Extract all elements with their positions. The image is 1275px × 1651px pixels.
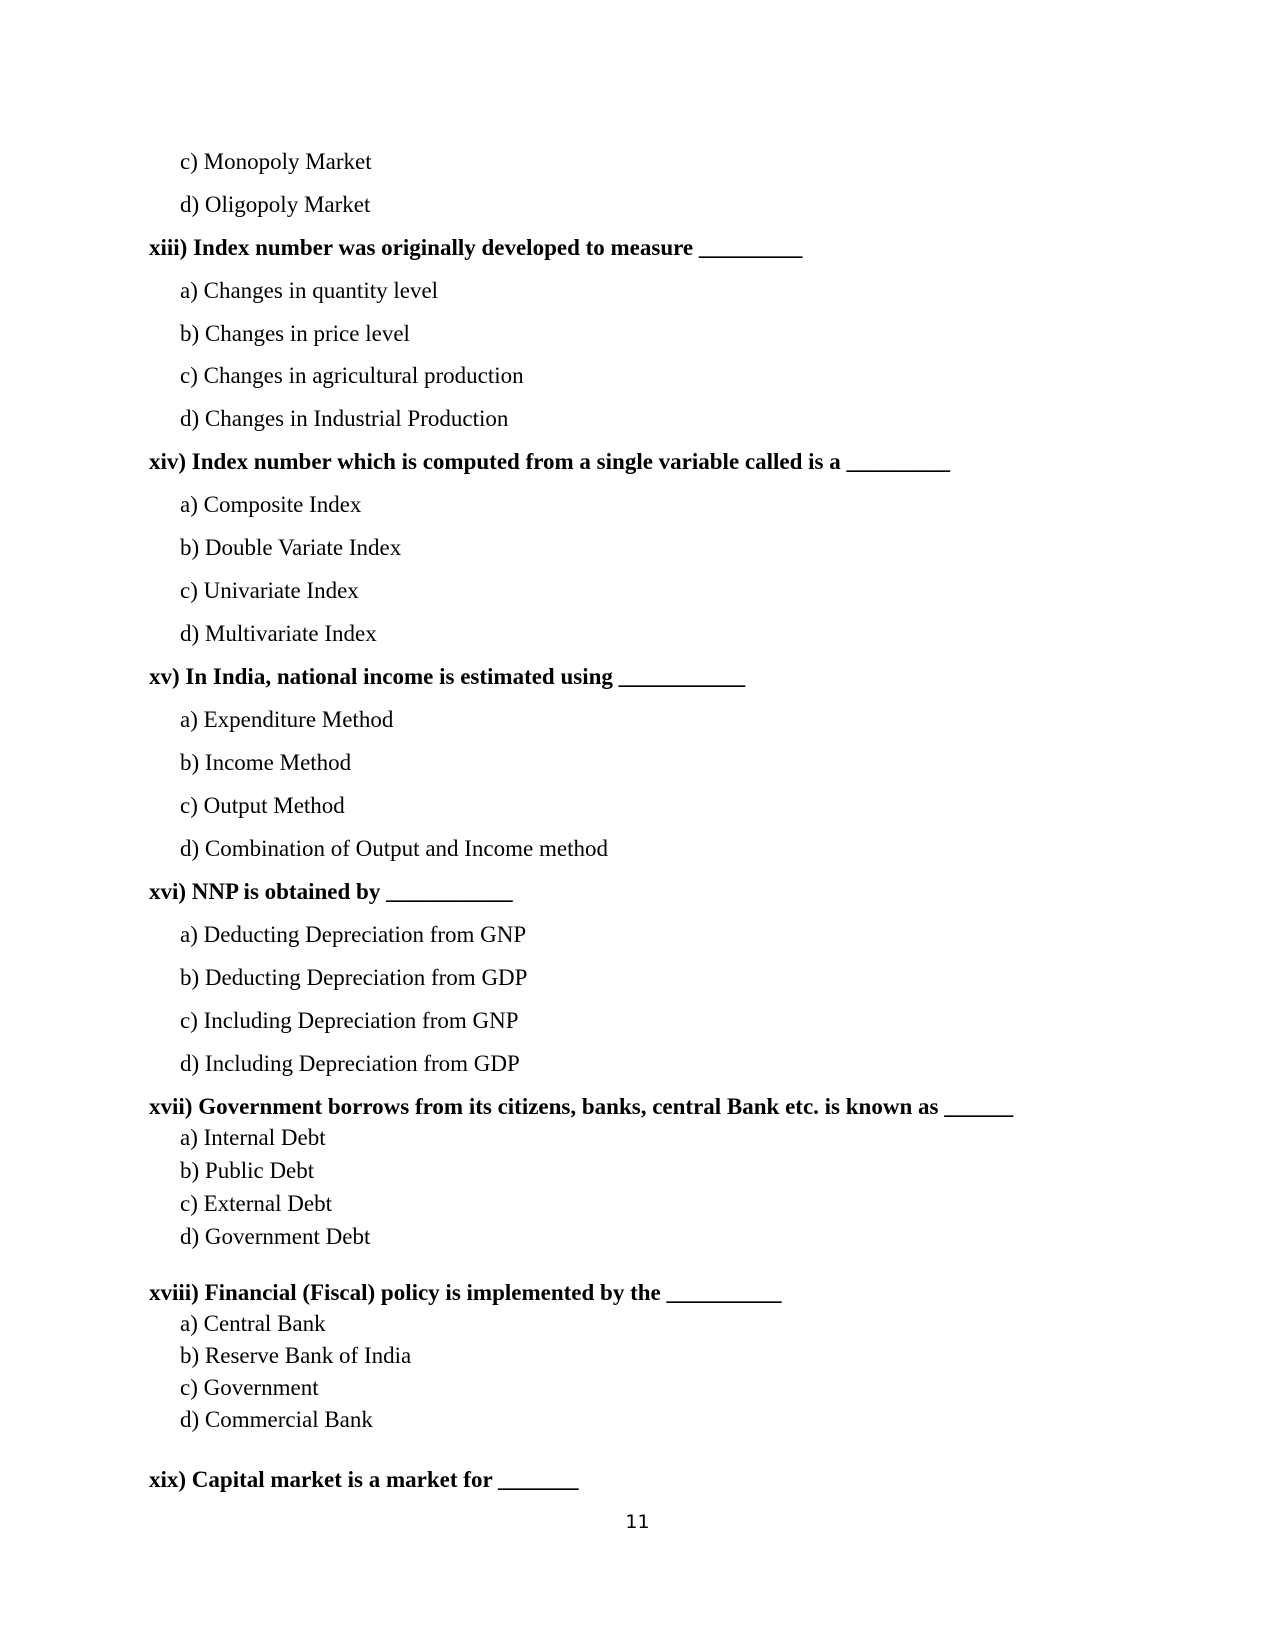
question-xv-option-c: c) Output Method xyxy=(180,793,345,818)
question-xiv-option-c: c) Univariate Index xyxy=(180,578,359,603)
question-xvii: xvii) Government borrows from its citizens, banks, central Bank etc. is known as ______ xyxy=(149,1094,1014,1119)
question-xv-option-b: b) Income Method xyxy=(180,750,352,775)
question-xvi-option-a: a) Deducting Depreciation from GNP xyxy=(180,922,527,947)
question-xv: xv) In India, national income is estimated using ___________ xyxy=(149,664,746,689)
question-xviii: xviii) Financial (Fiscal) policy is implemented by the __________ xyxy=(149,1280,782,1305)
carryover-option-c: c) Monopoly Market xyxy=(180,149,372,174)
question-xvii-option-d: d) Government Debt xyxy=(180,1224,371,1249)
question-xvi-option-b: b) Deducting Depreciation from GDP xyxy=(180,965,528,990)
page-number: 11 xyxy=(625,1511,650,1533)
question-xvii-option-c: c) External Debt xyxy=(180,1191,332,1216)
question-xvi-option-c: c) Including Depreciation from GNP xyxy=(180,1008,519,1033)
question-xvii-option-a: a) Internal Debt xyxy=(180,1125,326,1150)
question-xiv-option-d: d) Multivariate Index xyxy=(180,621,377,646)
question-xiii-option-d: d) Changes in Industrial Production xyxy=(180,406,509,431)
question-xv-option-d: d) Combination of Output and Income method xyxy=(180,836,608,861)
question-xiii-option-a: a) Changes in quantity level xyxy=(180,278,439,303)
question-xvi-option-d: d) Including Depreciation from GDP xyxy=(180,1051,520,1076)
question-xiii-option-b: b) Changes in price level xyxy=(180,321,410,346)
question-xiv-option-b: b) Double Variate Index xyxy=(180,535,402,560)
question-xiv-option-a: a) Composite Index xyxy=(180,492,362,517)
question-xviii-option-b: b) Reserve Bank of India xyxy=(180,1343,412,1368)
question-xvii-option-b: b) Public Debt xyxy=(180,1158,315,1183)
question-xv-option-a: a) Expenditure Method xyxy=(180,707,394,732)
question-xviii-option-a: a) Central Bank xyxy=(180,1311,326,1336)
question-xiv: xiv) Index number which is computed from a single variable called is a _________ xyxy=(149,449,950,474)
carryover-option-d: d) Oligopoly Market xyxy=(180,192,371,217)
question-xiii: xiii) Index number was originally developed to measure _________ xyxy=(149,235,803,260)
question-xix: xix) Capital market is a market for _______ xyxy=(149,1467,579,1492)
question-xviii-option-d: d) Commercial Bank xyxy=(180,1407,373,1432)
question-xvi: xvi) NNP is obtained by ___________ xyxy=(149,879,513,904)
question-xiii-option-c: c) Changes in agricultural production xyxy=(180,363,524,388)
question-xviii-option-c: c) Government xyxy=(180,1375,319,1400)
